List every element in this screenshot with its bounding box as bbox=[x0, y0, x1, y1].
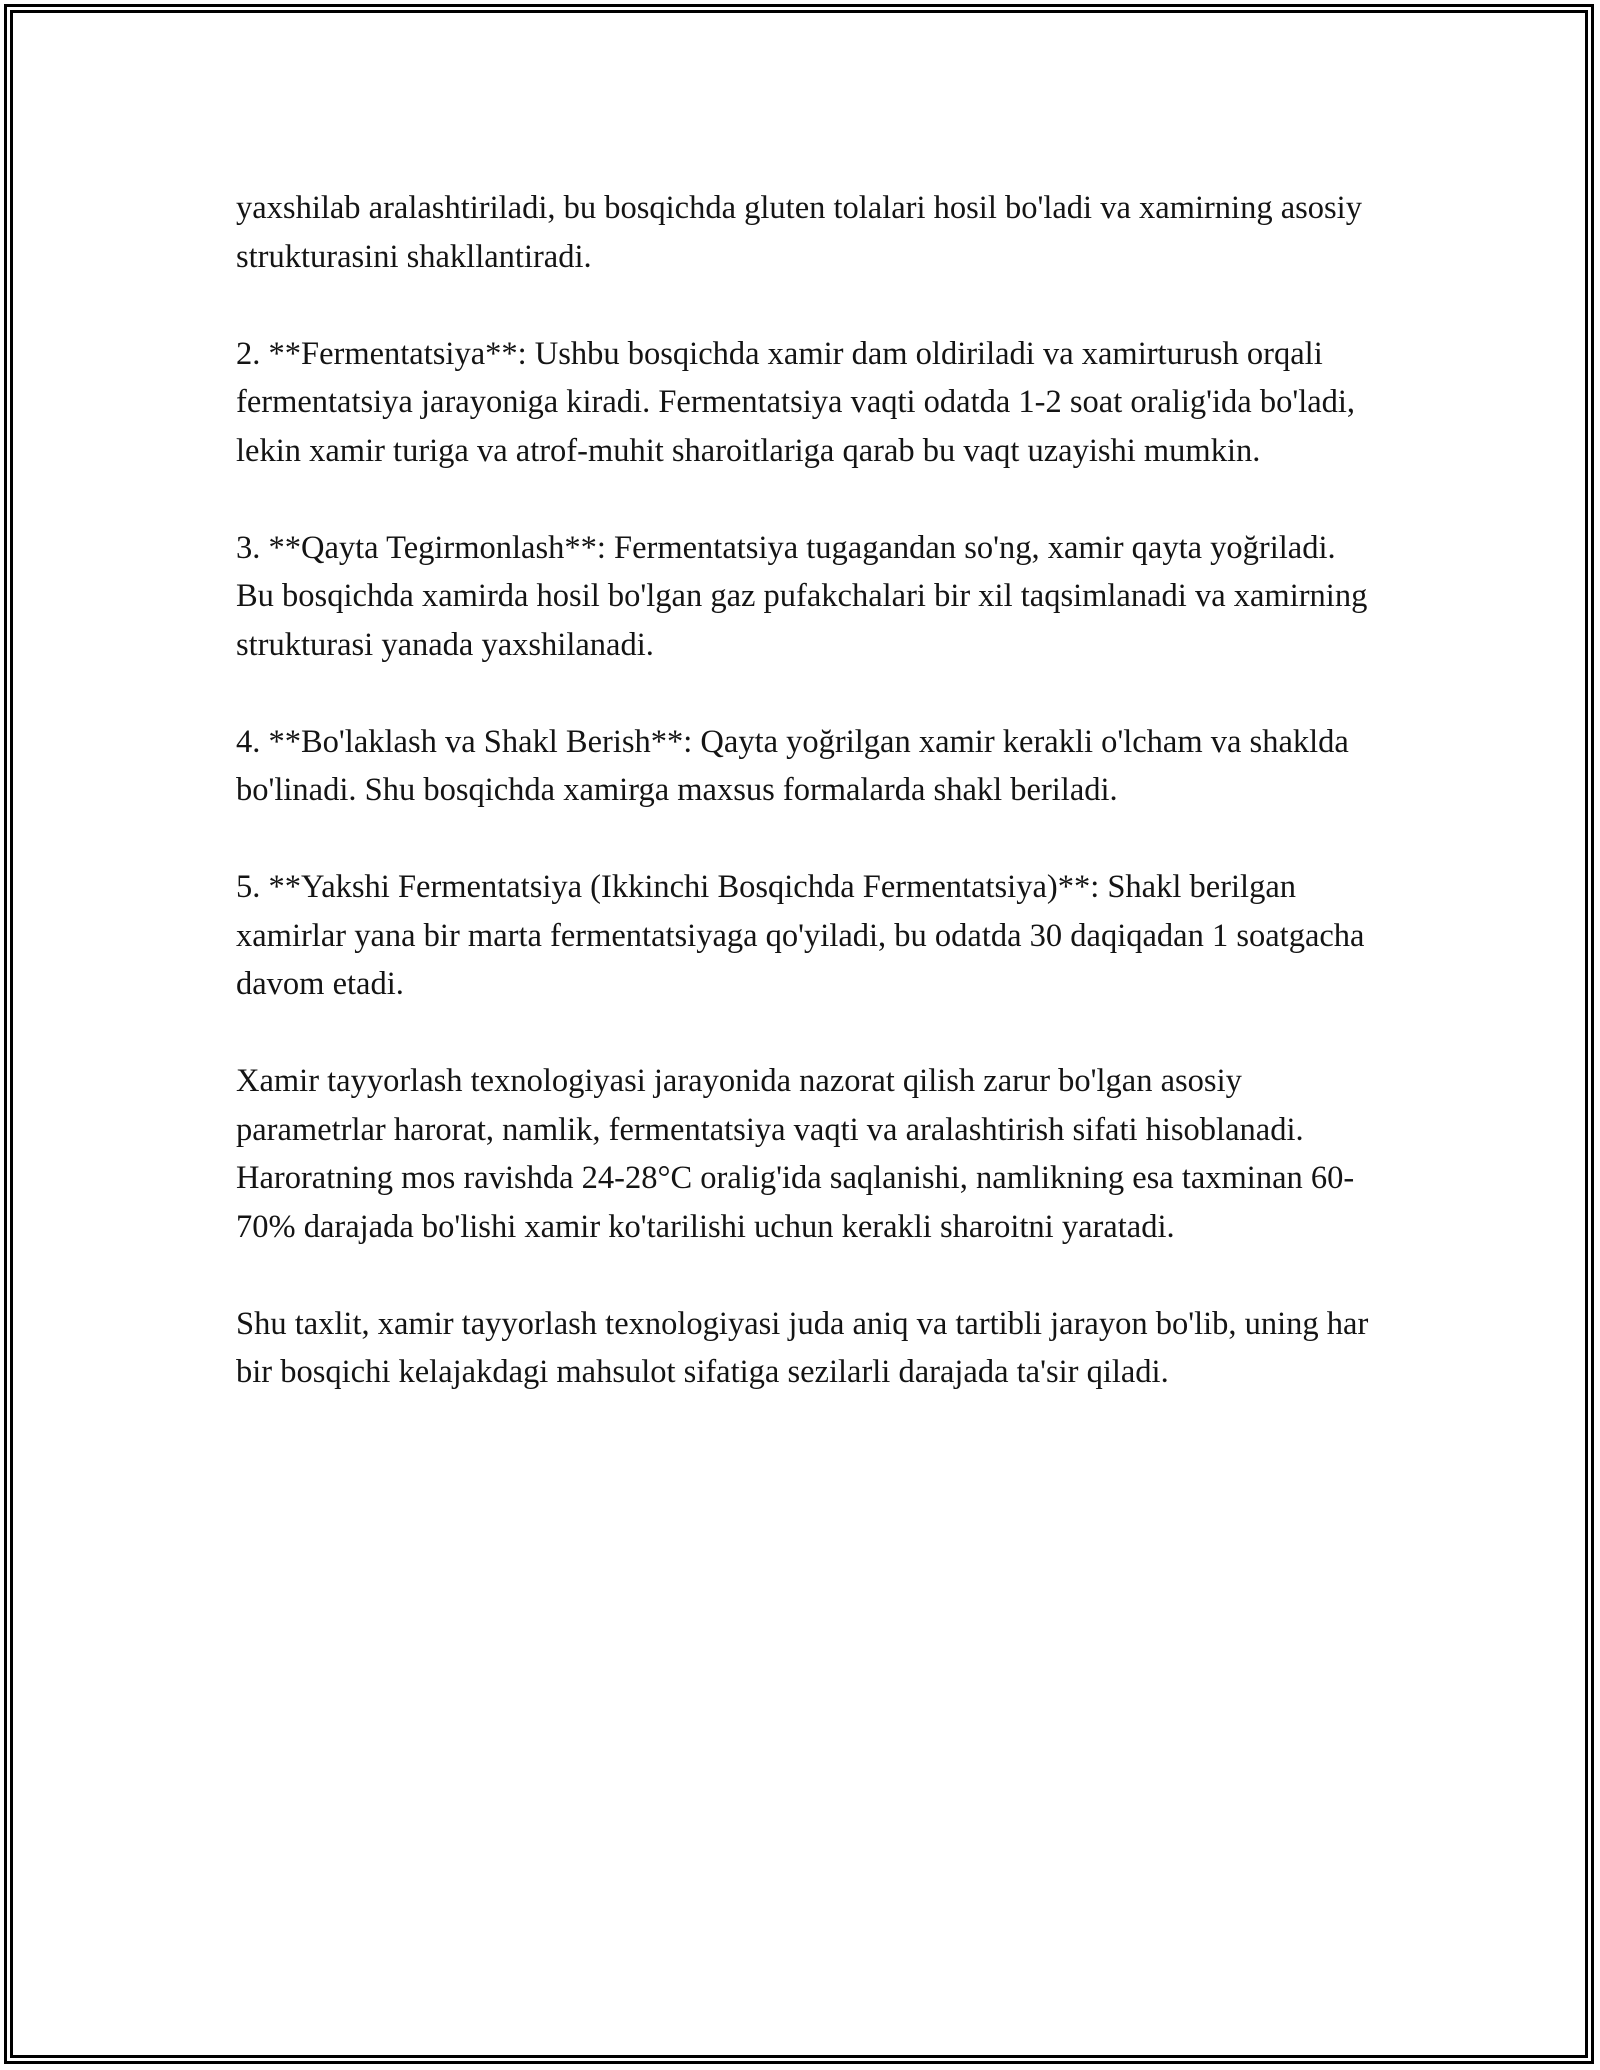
paragraph-parameters: Xamir tayyorlash texnologiyasi jarayonida nazorat qilish zarur bo'lgan asosiy parametrlar harorat, namlik, fermentatsiya vaqti va aralashtirish sifati hisoblanadi. Haroratning mos ravishda 24-28°C oralig'ida saqlanishi, namlikning esa taxminan 60-70% darajada bo'lishi xamir ko'tarilishi uchun kerakli sharoitni yaratadi. bbox=[236, 1063, 1355, 1245]
paragraph-step-fermentation: 2. **Fermentatsiya**: Ushbu bosqichda xamir dam oldiriladi va xamirturush orqali fermentatsiya jarayoniga kiradi. Fermentatsiya vaqti odatda 1-2 soat oralig'ida bo'ladi, lekin xamir turiga va atrof-muhit sharoitlariga qarab bu vaqt uzayishi mumkin. bbox=[236, 335, 1356, 469]
paragraph-step-dividing-shaping: 4. **Bo'laklash va Shakl Berish**: Qayta yoğrilgan xamir kerakli o'lcham va shaklda bo'linadi. Shu bosqichda xamirga maxsus formalarda shakl beriladi. bbox=[236, 723, 1349, 808]
document-body bbox=[236, 184, 1376, 1445]
paragraph-step-reknead: 3. **Qayta Tegirmonlash**: Fermentatsiya tugagandan so'ng, xamir qayta yoğriladi. Bu bosqichda xamirda hosil bo'lgan gaz pufakchalari bir xil taqsimlanadi va xamirning strukturasi yanada yaxshilanadi. bbox=[236, 529, 1368, 663]
paragraph-conclusion: Shu taxlit, xamir tayyorlash texnologiyasi juda aniq va tartibli jarayon bo'lib, uning har bir bosqichi kelajakdagi mahsulot sifatiga sezilarli darajada ta'sir qiladi. bbox=[236, 1305, 1369, 1390]
paragraph-step-second-fermentation: 5. **Yakshi Fermentatsiya (Ikkinchi Bosqichda Fermentatsiya)**: Shakl berilgan xamirlar yana bir marta fermentatsiyaga qo'yiladi, bu odatda 30 daqiqadan 1 soatgacha davom etadi. bbox=[236, 869, 1365, 1002]
paragraph-intro: yaxshilab aralashtiriladi, bu bosqichda gluten tolalari hosil bo'ladi va xamirning asosiy strukturasini shakllantiradi. bbox=[236, 190, 1362, 275]
